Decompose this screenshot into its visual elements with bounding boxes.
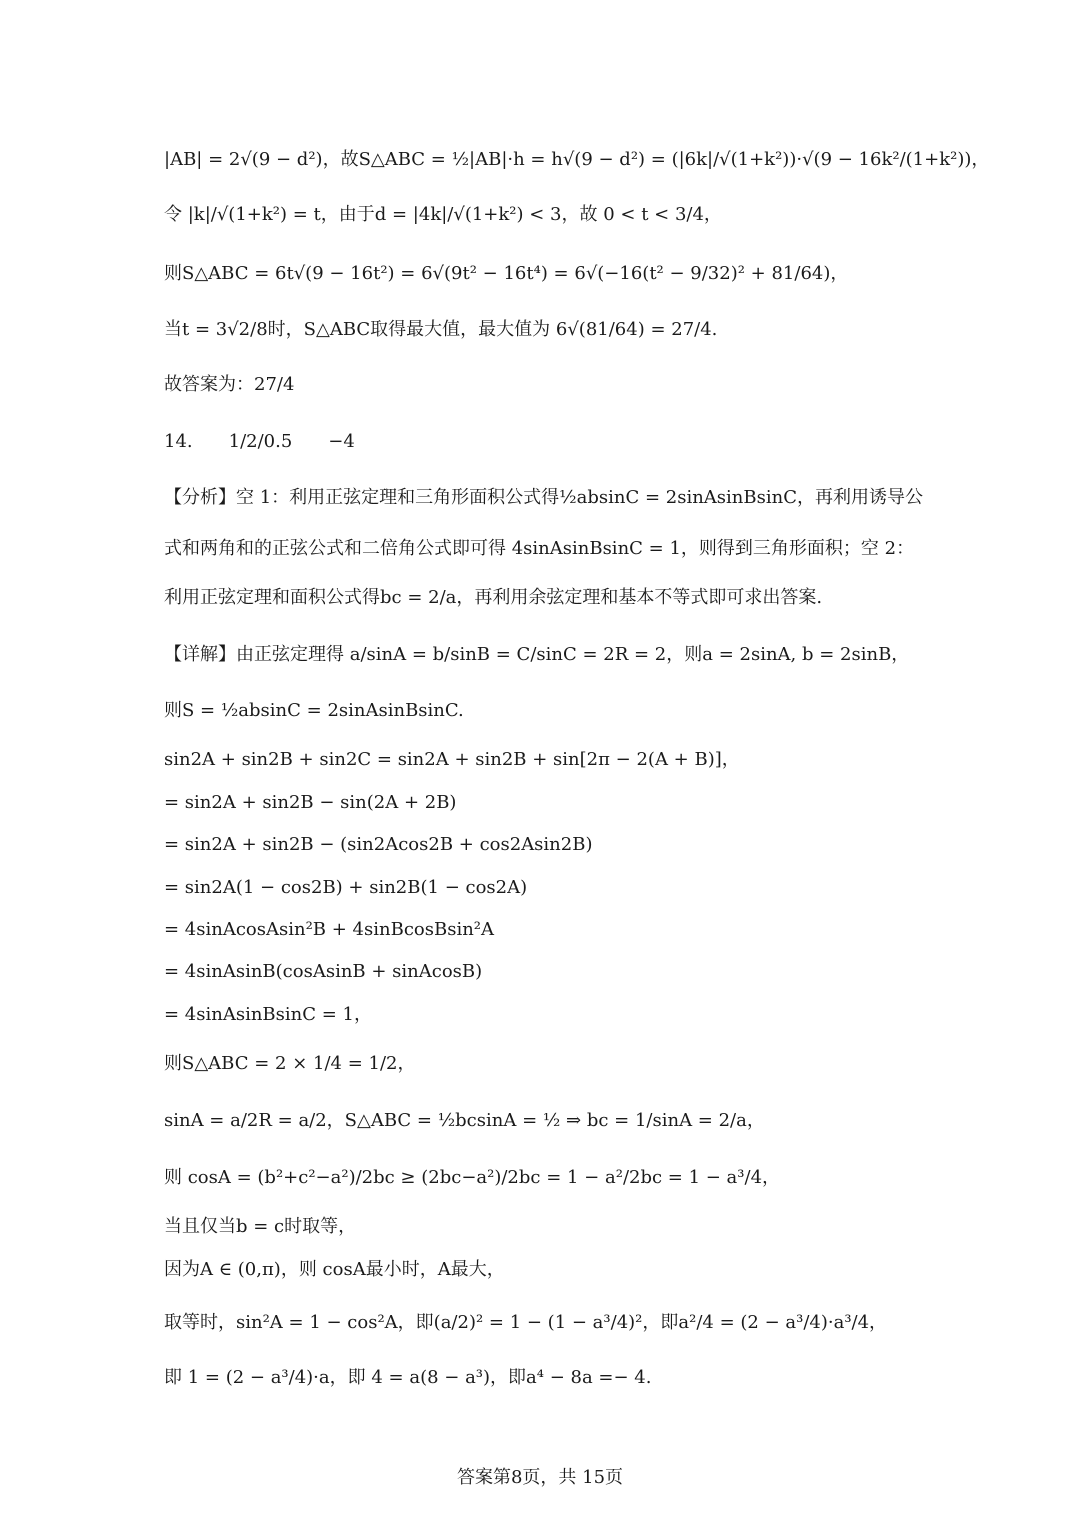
analysis-line-1: 【分析】空 1：利用正弦定理和三角形面积公式得½absinC = 2sinAsinBsinC，再利用诱导公 xyxy=(164,487,923,508)
line-4: 当t = 3√2/8时，S△ABC取得最大值，最大值为 6√(81/64) = 27/4. xyxy=(164,319,718,340)
line-5: 故答案为：27/4 xyxy=(164,374,295,395)
detail-line-6: = sin2A(1 − cos2B) + sin2B(1 − cos2A) xyxy=(164,877,528,898)
detail-line-10: 则S△ABC = 2 × 1/4 = 1/2， xyxy=(164,1053,416,1074)
detail-line-8: = 4sinAsinB(cosAsinB + sinAcosB) xyxy=(164,961,483,982)
detail-line-5: = sin2A + sin2B − (sin2Acos2B + cos2Asin2B) xyxy=(164,834,593,855)
line-2: 令 |k|/√(1+k²) = t，由于d = |4k|/√(1+k²) < 3，故 0 < t < 3/4， xyxy=(164,204,722,225)
detail-line-2: 则S = ½absinC = 2sinAsinBsinC. xyxy=(164,700,464,721)
detail-line-15: 取等时，sin²A = 1 − cos²A，即(a/2)² = 1 − (1 − a³/4)²，即a²/4 = (2 − a³/4)·a³/4， xyxy=(164,1312,888,1333)
analysis-line-3: 利用正弦定理和面积公式得bc = 2/a，再利用余弦定理和基本不等式即可求出答案. xyxy=(164,587,823,608)
detail-line-16: 即 1 = (2 − a³/4)·a，即 4 = a(8 − a³)，即a⁴ − 8a =− 4. xyxy=(164,1367,652,1388)
line-1: |AB| = 2√(9 − d²)，故S△ABC = ½|AB|·h = h√(9 − d²) = (|6k|/√(1+k²))·√(9 − 16k²/(1+k²))， xyxy=(164,149,990,170)
detail-line-7: = 4sinAcosAsin²B + 4sinBcosBsin²A xyxy=(164,919,495,940)
detail-line-3: sin2A + sin2B + sin2C = sin2A + sin2B + sin[2π − 2(A + B)]， xyxy=(164,749,740,770)
detail-line-14: 因为A ∈ (0,π)，则 cosA最小时，A最大， xyxy=(164,1259,505,1280)
page-footer: 答案第8页，共 15页 xyxy=(456,1467,624,1488)
detail-line-4: = sin2A + sin2B − sin(2A + 2B) xyxy=(164,792,457,813)
line-3: 则S△ABC = 6t√(9 − 16t²) = 6√(9t² − 16t⁴) = 6√(−16(t² − 9/32)² + 81/64)， xyxy=(164,263,849,284)
detail-line-1: 【详解】由正弦定理得 a/sinA = b/sinB = C/sinC = 2R = 2，则a = 2sinA, b = 2sinB， xyxy=(164,644,910,665)
analysis-line-2: 式和两角和的正弦公式和二倍角公式即可得 4sinAsinBsinC = 1，则得到三角形面积；空 2： xyxy=(164,538,915,559)
question-14-answer: 14. 1/2/0.5 −4 xyxy=(164,431,355,452)
detail-line-9: = 4sinAsinBsinC = 1， xyxy=(164,1004,372,1025)
detail-line-11: sinA = a/2R = a/2，S△ABC = ½bcsinA = ½ ⇒ bc = 1/sinA = 2/a， xyxy=(164,1110,765,1131)
detail-line-12: 则 cosA = (b²+c²−a²)/2bc ≥ (2bc−a²)/2bc = 1 − a²/2bc = 1 − a³/4， xyxy=(164,1167,781,1188)
detail-line-13: 当且仅当b = c时取等， xyxy=(164,1216,357,1237)
